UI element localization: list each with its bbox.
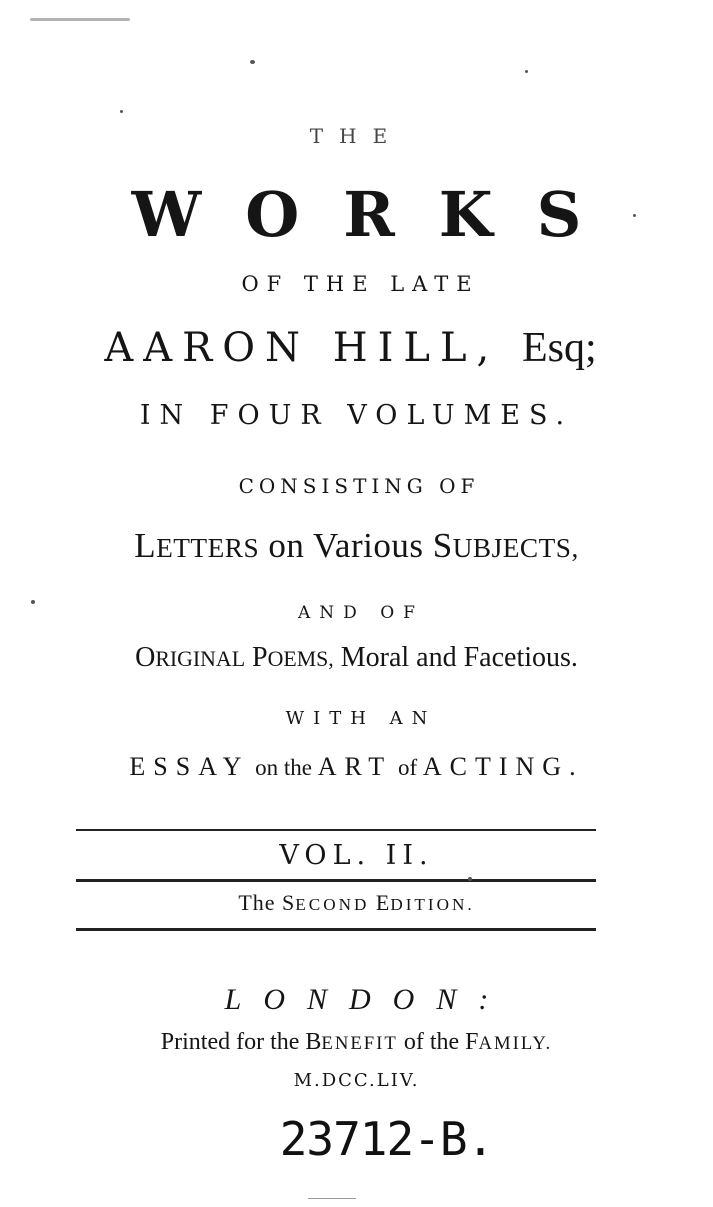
essay-of: of bbox=[392, 755, 423, 780]
benefit-initial: B bbox=[305, 1029, 322, 1055]
poems-rest: OEMS, bbox=[267, 647, 334, 671]
poems-initial: P bbox=[245, 642, 268, 673]
essay-word: ESSAY bbox=[129, 752, 250, 781]
second-initial: S bbox=[282, 890, 296, 915]
second-rest: ECOND bbox=[295, 895, 370, 914]
printed-for: Printed for the bbox=[160, 1029, 306, 1055]
author-suffix: Esq; bbox=[521, 325, 597, 371]
author-name: AARON HILL, bbox=[104, 325, 500, 371]
edition-initial: E bbox=[369, 890, 391, 915]
consisting-of-line: CONSISTING OF bbox=[238, 474, 480, 498]
benefit-rest: ENEFIT bbox=[321, 1033, 398, 1054]
letters-rest: ETTERS bbox=[156, 533, 260, 563]
with-an-line: WITH AN bbox=[285, 708, 437, 729]
volumes-line: IN FOUR VOLUMES. bbox=[139, 400, 574, 431]
original-initial: O bbox=[135, 642, 156, 673]
heading-the: THE bbox=[309, 124, 404, 148]
paper-mark bbox=[308, 1198, 356, 1199]
paper-speck bbox=[250, 60, 255, 64]
poems-tail: Moral and Facetious. bbox=[333, 642, 578, 673]
paper-speck bbox=[120, 110, 123, 113]
paper-speck bbox=[633, 214, 636, 217]
art-word: ART bbox=[317, 752, 393, 781]
family-initial: F bbox=[465, 1029, 479, 1055]
edition-the: The bbox=[238, 890, 283, 915]
family-rest: AMILY. bbox=[478, 1033, 553, 1054]
library-shelfmark: 23712-B. bbox=[279, 1112, 494, 1166]
paper-speck bbox=[31, 600, 35, 604]
original-rest: RIGINAL bbox=[155, 647, 246, 671]
subjects-rest: UBJECTS, bbox=[452, 533, 579, 563]
edition-line bbox=[0, 890, 713, 916]
imprint-date: M.DCC.LIV. bbox=[293, 1070, 420, 1091]
and-of-line: AND OF bbox=[298, 603, 424, 623]
divider-rule-top bbox=[76, 829, 596, 831]
printed-of-the: of the bbox=[397, 1029, 466, 1055]
imprint-place: LONDON: bbox=[224, 983, 511, 1016]
volume-label: VOL. II. bbox=[279, 840, 434, 871]
imprint-printer-line bbox=[0, 1029, 713, 1056]
letters-initial: L bbox=[134, 526, 157, 565]
divider-rule-middle bbox=[76, 879, 596, 882]
of-the-late-line: OF THE LATE bbox=[241, 272, 480, 296]
paper-smudge bbox=[30, 18, 130, 21]
letters-mid: on Various bbox=[259, 526, 433, 565]
essay-line bbox=[0, 752, 713, 782]
acting-word: ACTING. bbox=[422, 752, 584, 781]
paper-speck bbox=[468, 877, 472, 881]
poems-line bbox=[0, 642, 713, 674]
letters-line bbox=[0, 526, 713, 566]
author-line bbox=[0, 324, 707, 372]
paper-speck bbox=[525, 70, 528, 73]
title-works: WORKS bbox=[131, 178, 626, 251]
essay-on-the: on the bbox=[249, 755, 318, 780]
divider-rule-bottom bbox=[76, 928, 596, 931]
subjects-initial: S bbox=[432, 526, 453, 565]
edition-rest: DITION. bbox=[390, 895, 475, 914]
